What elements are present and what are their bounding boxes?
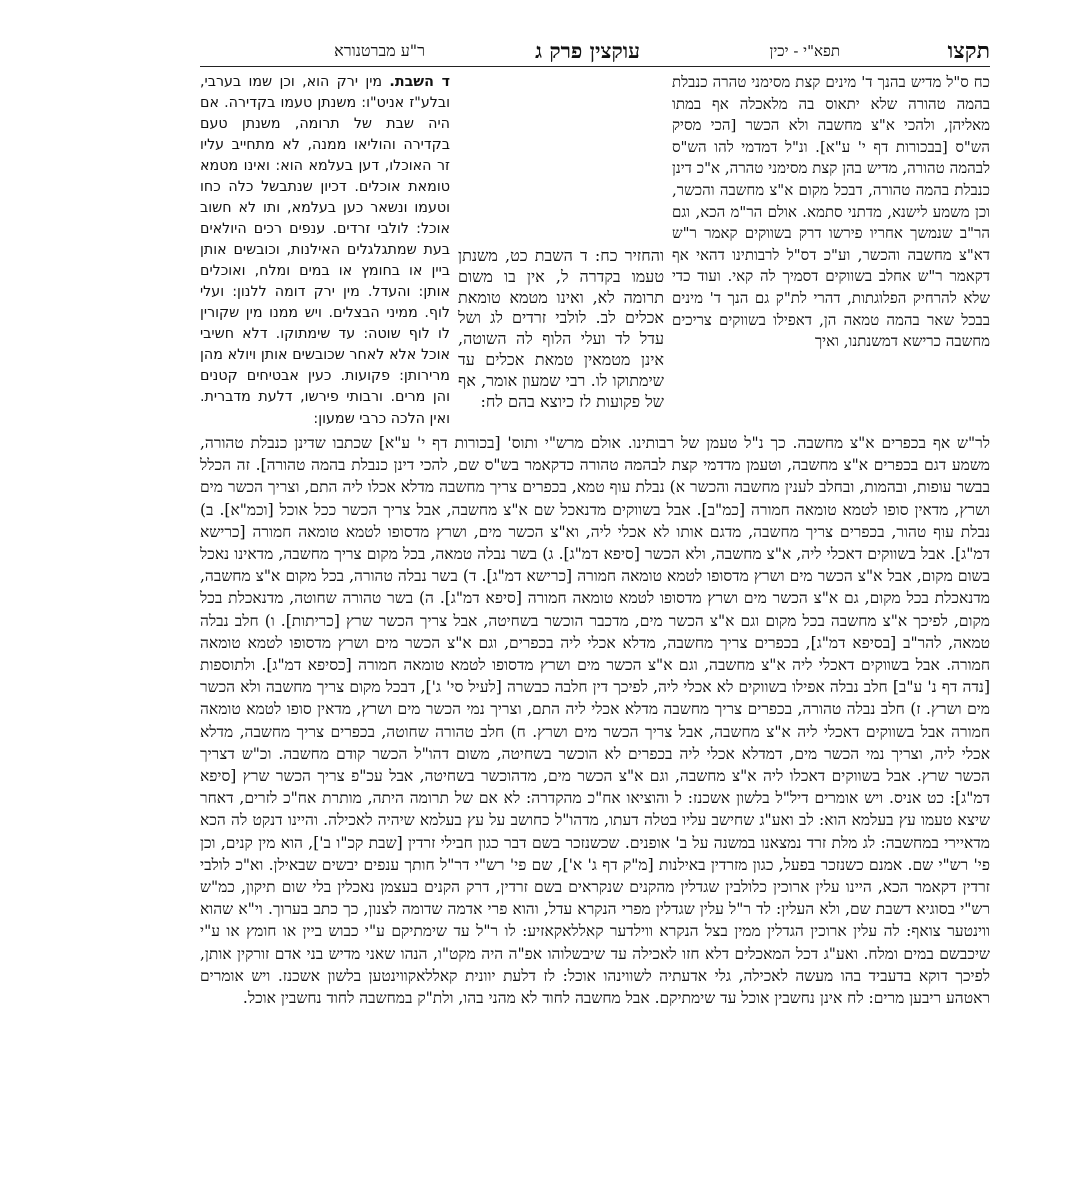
bartenura-text: מין ירק הוא, וכן שמו בערבי, ובלע"ז אניט"ו: משנתן טעמו בקדירה. אם היה שבת של תרומה, משנתן טעם בקדירה והוליאו ממנה, לא מתחייב עליו זר האוכלו, דען בעלמא הוא: ואינו מטמא טומאת אוכלים. דכיון שנתבשל כלה כחו וטעמו ונשאר כען בעלמא, ותו לא חשוב אוכל: לולבי זרדים. ענפים רכים היולאים בעת שמתגלגלים האילנות, וכובשים אותן ביין או בחומץ או במים ומלח, ואוכלים אותן: והעדל. מין ירק דומה ללנון: ועלי לוף. ממיני הבצלים. ויש ממנו מין שקורין לו לוף שוטה: עד שימתוקו. דלא חשיבי אוכל אלא לאחר שכובשים אותן ויולא מהן מרירותן: פקועות. כעין אבטיחים קטנים והן מרים. ורבותי פירשו, דלעת מדברית. ואין הלכה כרבי שמעון: [200,74,450,427]
page-number: תקצו [947,38,990,64]
mishnah-column [458,246,664,426]
commentary-name: ר"ע מברטנורא [334,41,425,60]
page-title: עוקצין פרק ג [535,38,640,63]
bottom-commentary [200,432,990,1150]
tiferet-yisrael-column [672,72,990,430]
running-header [200,38,990,66]
header-range: תפא"י - יכין [769,42,840,60]
mishnah-text: והחזיר כח: ד השבת כט, משנתן טעמו בקדרה ל, אין בו משום תרומה לא, ואינו מטמא טומאת אכלים לב. לולבי זרדים לג ושל עדל לד ועלי הלוף לה השוטה, אינן מטמאין טמאת אכלים עד שימתוקו לו. רבי שמעון אומר, אף של פקועות לז כיוצא בהם לח: [458,246,664,411]
bartenura-paragraph [200,72,450,430]
bartenura-column [200,72,450,430]
bartenura-heading: ד השבת. [389,74,450,90]
header-rule [200,66,990,67]
bottom-commentary-text: לר"ש אף בכפרים א"צ מחשבה. כך נ"ל טעמן של רבותינו. אולם מרש"י ותוס' [בכורות דף י' ע"א] שכתבו שדינן כנבלת טהורה, משמע דגם בכפרים א"צ מחשבה, וטעמן מדדמי קצת לבהמה טהורה כדקאמר בש"ס שם, להכי דינן כנבלת בהמה טהורה]. זה הכלל בבשר עופות, ובהמות, ובחלב לענין מחשבה והכשר א) נבלת עוף טמא, בכפרים צריך מחשבה מדלא אכלו ליה התם, וצריך הכשר מים ושרץ, מדאין סופו לטמא טומאה חמורה [כמ"ב]. אבל בשווקים מדנאכל שם א"צ מחשבה, אבל צריך הכשר ככל אוכל [וכמ"א]. ב) נבלת עוף טהור, בכפרים צריך מחשבה, מדגם אותו לא אכלי ליה, וא"צ הכשר מים, ושרץ מדסופו לטמא טומאה חמורה [כרישא דמ"ג]. אבל בשווקים דאכלי ליה, א"צ מחשבה, ולא הכשר [סיפא דמ"ג]. ג) בשר נבלה טמאה, בכל מקום צריך מחשבה, מדאינו נאכל בשום מקום, אבל א"צ הכשר מים ושרץ מדסופו לטמא טומאה חמורה [כרישא דמ"ג]. ד) בשר נבלה טהורה, בכל מקום א"צ מחשבה, מדנאכלת בכל מקום, גם א"צ הכשר מים ושרץ מדסופו לטמא טומאה חמורה [סיפא דמ"ג]. ה) בשר טהורה שחוטה, מדנאכלת בכל מקום, לפיכך א"צ מחשבה בכל מקום וגם א"צ הכשר מים, מדכבר הוכשר בשחיטה, אבל צריך הכשר שרץ [כריתות]. ו) חלב נבלה טמאה, להר"ב [בסיפא דמ"ג], בכפרים צריך מחשבה, מדלא אכלי ליה בכפרים, וגם א"צ הכשר מים ושרץ מדסופו לטמא טומאה חמורה. אבל בשווקים דאכלי ליה א"צ מחשבה, וגם א"צ הכשר מים ושרץ מדסופו לטמא טומאה חמורה [כסיפא דמ"ג]. ולתוספות [נדה דף נ' ע"ב] חלב נבלה אפילו בשווקים לא אכלי ליה, לפיכך דין חלבה כבשרה [לעיל סי' ג'], דבכל מקום צריך מחשבה ולא הכשר מים ושרץ. ז) חלב נבלה טהורה, בכפרים צריך מחשבה מדלא אכלי ליה התם, וצריך נמי הכשר מים ושרץ, מדאין סופו לטמא טומאה חמורה אבל בשווקים דאכלי ליה א"צ מחשבה, אבל צריך הכשר מים ושרץ. ח) חלב טהורה שחוטה, בכפרים צריך מחשבה, מדלא אכלי ליה, וצריך נמי הכשר מים, דמדלא אכלי ליה בכפרים לא הוכשר בשחיטה, משום דהו"ל הכשר קודם מחשבה. וכ"ש דצריך הכשר שרץ. אבל בשווקים דאכלו ליה א"צ מחשבה, וגם א"צ הכשר מים, מדהוכשר בשחיטה, אבל עכ"פ צריך הכשר שרץ [סיפא דמ"ג]: כט אניס. ויש אומרים דיל"ל בלשון אשכנז: ל והוציאו אח"כ מהקדרה: לא אם של תרומה היתה, מותרת אח"כ לזרים, דאחר שיצא טעמו עץ בעלמא הוא: לב ואע"ג שחישב עליו בטלה דעתו, מדהו"ל כחושב על עץ בעלמא שיהיה לאכילה. והיינו דנקט לה הכא מדאיירי במחשבה: לג מלת זרד נמצאנו במשנה על ב' אופנים. שכשנזכר בשם דבר כגון חבילי זרדין [שבת קכ"ו ב'], הוא מין קנים, וכן פי' רש"י שם. אמנם כשנזכר בפעל, כגון מזרדין באילנות [מ"ק דף ג' א'], שם פי' רש"י דר"ל חותך ענפים יבשים שבאילן. וא"כ לולבי זרדין דקאמר הכא, היינו עלין ארוכין כלולבין שגדלין מהקנים שנקראים בשם זרדין, דרק הקנים בעצמן נאכלין בלי שום תיקון, כמ"ש רש"י בסוגיא דשבת שם, ולא העלין: לד ר"ל עלין שגדלין מפרי הנקרא עדל, והוא פרי אדמה שדומה לצנון, כך כתב בערוך. וי"א שהוא ווינטער צואף: לה עלין ארוכין הגדלין ממין בצל הנקרא ווילדער קאללאקאזיע: לו ר"ל עד שימתיקם ע"י כבוש ביין או חומץ או ע"י שיכבשם במים ומלח. ואע"ג דכל המאכלים דלא חזו לאכילה עד שיבשלוהו אפ"ה היה מקט"ו, הנהו שאני מדיש בני אדם זורקין אותן, לפיכך דוקא בדעביד בהו מעשה לאכילה, גלי אדעתיה לשווינהו אוכל: לז דלעת יוונית קאללאקווינטען בלשון אשכנז. ויש אומרים ראטהע ריבען מרים: לח אינן נחשבין אוכל עד שימתיקם. אבל מחשבה לחוד לא מהני בהו, ולת"ק במחשבה לחוד נחשבין אוכל. [200,434,990,1008]
tiferet-yisrael-text: כח ס"ל מדיש בהנך ד' מינים קצת מסימני טהרה כנבלת בהמה טהורה שלא יתאוס בה מלאכלה אף במתו מאליהן, ולהכי א"צ מחשבה ולא הכשר [הכי מסיק הש"ס [בבכורות דף י' ע"א]. ונ"ל דמדמי להו הש"ס לבהמה טהורה, מדיש בהן קצת מסימני טהרה, א"כ דינן כנבלת בהמה טהורה, דבכל מקום א"צ מחשבה והכשר, וכן משמע לישנא, מדתני סתמא. אולם הר"מ הכא, וגם הר"ב שנמשך אחריו פירשו דרק בשווקים קאמר ר"ש דא"צ מחשבה והכשר, וע"כ דס"ל לרבותינו דהאי אף דקאמר ר"ש אחלב בשווקים דסמיך לה קאי. ועוד כדי שלא להרחיק הפלוגתות, דהרי לת"ק גם הנך ד' מינים בבכל שאר בהמה טמאה הן, דאפילו בשווקים צריכים מחשבה כרישא דמשנתנו, ואיך [672,73,990,351]
